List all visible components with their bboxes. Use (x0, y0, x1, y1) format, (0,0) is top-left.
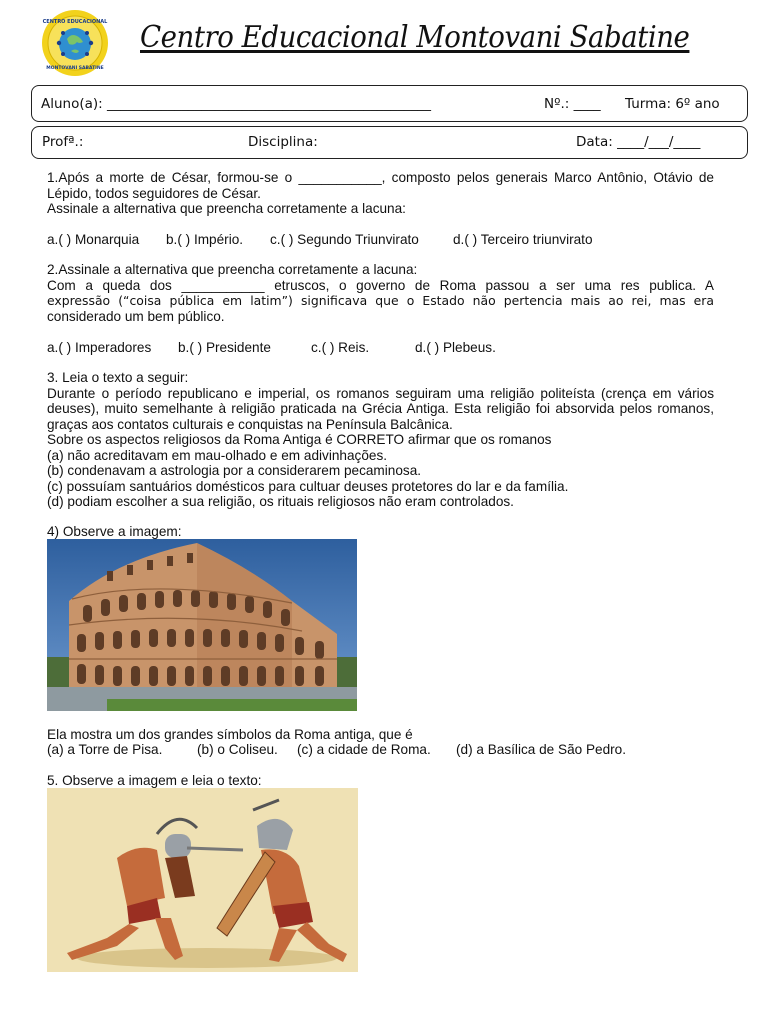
svg-text:MONTOVANI SABATINE: MONTOVANI SABATINE (46, 66, 104, 71)
q2-option-b[interactable]: b.( ) Presidente (178, 340, 271, 355)
q5-title: 5. Observe a imagem e leia o texto: (47, 773, 262, 788)
q1-instruction: Assinale a alternativa que preencha corretamente a lacuna: (47, 201, 406, 216)
q3-option-a[interactable]: (a) não acreditavam em mau-olhado e em adivinhações. (47, 447, 388, 463)
numero-field[interactable]: Nº.: ____ (544, 96, 601, 112)
q2-text-line1: Com a queda dos ___________ etruscos, o governo de Roma passou a ser uma res publica. A (47, 277, 714, 293)
data-field[interactable]: Data: ____/___/____ (576, 134, 701, 150)
q3-option-d[interactable]: (d) podiam escolher a sua religião, os rituais religiosos não eram controlados. (47, 494, 514, 509)
q3-text: Durante o período republicano e imperial, os romanos seguiram uma religião politeísta (crença em vários deuses), muito semelhante à religião praticada na Grécia Antiga. Esta religião foi absorvida pelos romanos, graças aos contatos culturais e conquistas na Península Balcânica. (47, 385, 714, 432)
q3-question: Sobre os aspectos religiosos da Roma Antiga é CORRETO afirmar que os romanos (47, 432, 552, 447)
aluno-field[interactable]: Aluno(a): ________________________________________________ (41, 96, 432, 112)
q3-option-c[interactable]: (c) possuíam santuários domésticos para cultuar deuses protetores do lar e da família. (47, 478, 569, 494)
q2-text-line2: expressão (“coisa pública em latim”) significava que o Estado não pertencia mais ao rei, mas era (47, 293, 714, 308)
q1-option-d[interactable]: d.( ) Terceiro triunvirato (453, 232, 593, 247)
q2-options (47, 340, 714, 356)
q2-option-a[interactable]: a.( ) Imperadores (47, 340, 152, 355)
q1-text: 1.Após a morte de César, formou-se o ___________, composto pelos generais Marco Antônio, Otávio de Lépido, todos seguidores de César. (47, 170, 714, 201)
gladiators-image (47, 788, 358, 972)
question-2 (47, 262, 714, 324)
colosseum-image (47, 539, 357, 711)
q2-text-line3: considerado um bem público. (47, 308, 225, 324)
question-4 (47, 727, 714, 743)
q3-option-b[interactable]: (b) condenavam a astrologia por a considerarem pecaminosa. (47, 463, 422, 478)
q2-instruction: 2.Assinale a alternativa que preencha corretamente a lacuna: (47, 262, 418, 277)
q4-option-a[interactable]: (a) a Torre de Pisa. (47, 742, 163, 757)
svg-text:CENTRO EDUCACIONAL: CENTRO EDUCACIONAL (42, 19, 108, 25)
q1-option-c[interactable]: c.( ) Segundo Triunvirato (270, 232, 419, 247)
q1-options (47, 232, 714, 248)
q4-title: 4) Observe a imagem: (47, 524, 182, 539)
teacher-info-box (31, 126, 748, 159)
disciplina-field[interactable]: Disciplina: (248, 134, 318, 150)
q3-title: 3. Leia o texto a seguir: (47, 370, 189, 385)
prof-field[interactable]: Profª.: (42, 134, 84, 150)
q4-option-b[interactable]: (b) o Coliseu. (197, 742, 278, 757)
q2-option-c[interactable]: c.( ) Reis. (311, 340, 370, 355)
q4-option-d[interactable]: (d) a Basílica de São Pedro. (456, 742, 627, 757)
question-1 (47, 170, 714, 217)
q2-option-d[interactable]: d.( ) Plebeus. (415, 340, 496, 355)
student-info-box (31, 85, 748, 122)
q1-option-b[interactable]: b.( ) Império. (166, 232, 244, 247)
school-name: Centro Educacional Montovani Sabatine (140, 20, 690, 55)
question-3 (47, 370, 714, 510)
q4-option-c[interactable]: (c) a cidade de Roma. (297, 742, 431, 757)
school-logo (37, 9, 113, 77)
q4-options (47, 742, 714, 758)
turma-label: Turma: 6º ano (625, 96, 720, 112)
q4-question: Ela mostra um dos grandes símbolos da Roma antiga, que é (47, 727, 413, 742)
q1-option-a[interactable]: a.( ) Monarquia (47, 232, 140, 247)
